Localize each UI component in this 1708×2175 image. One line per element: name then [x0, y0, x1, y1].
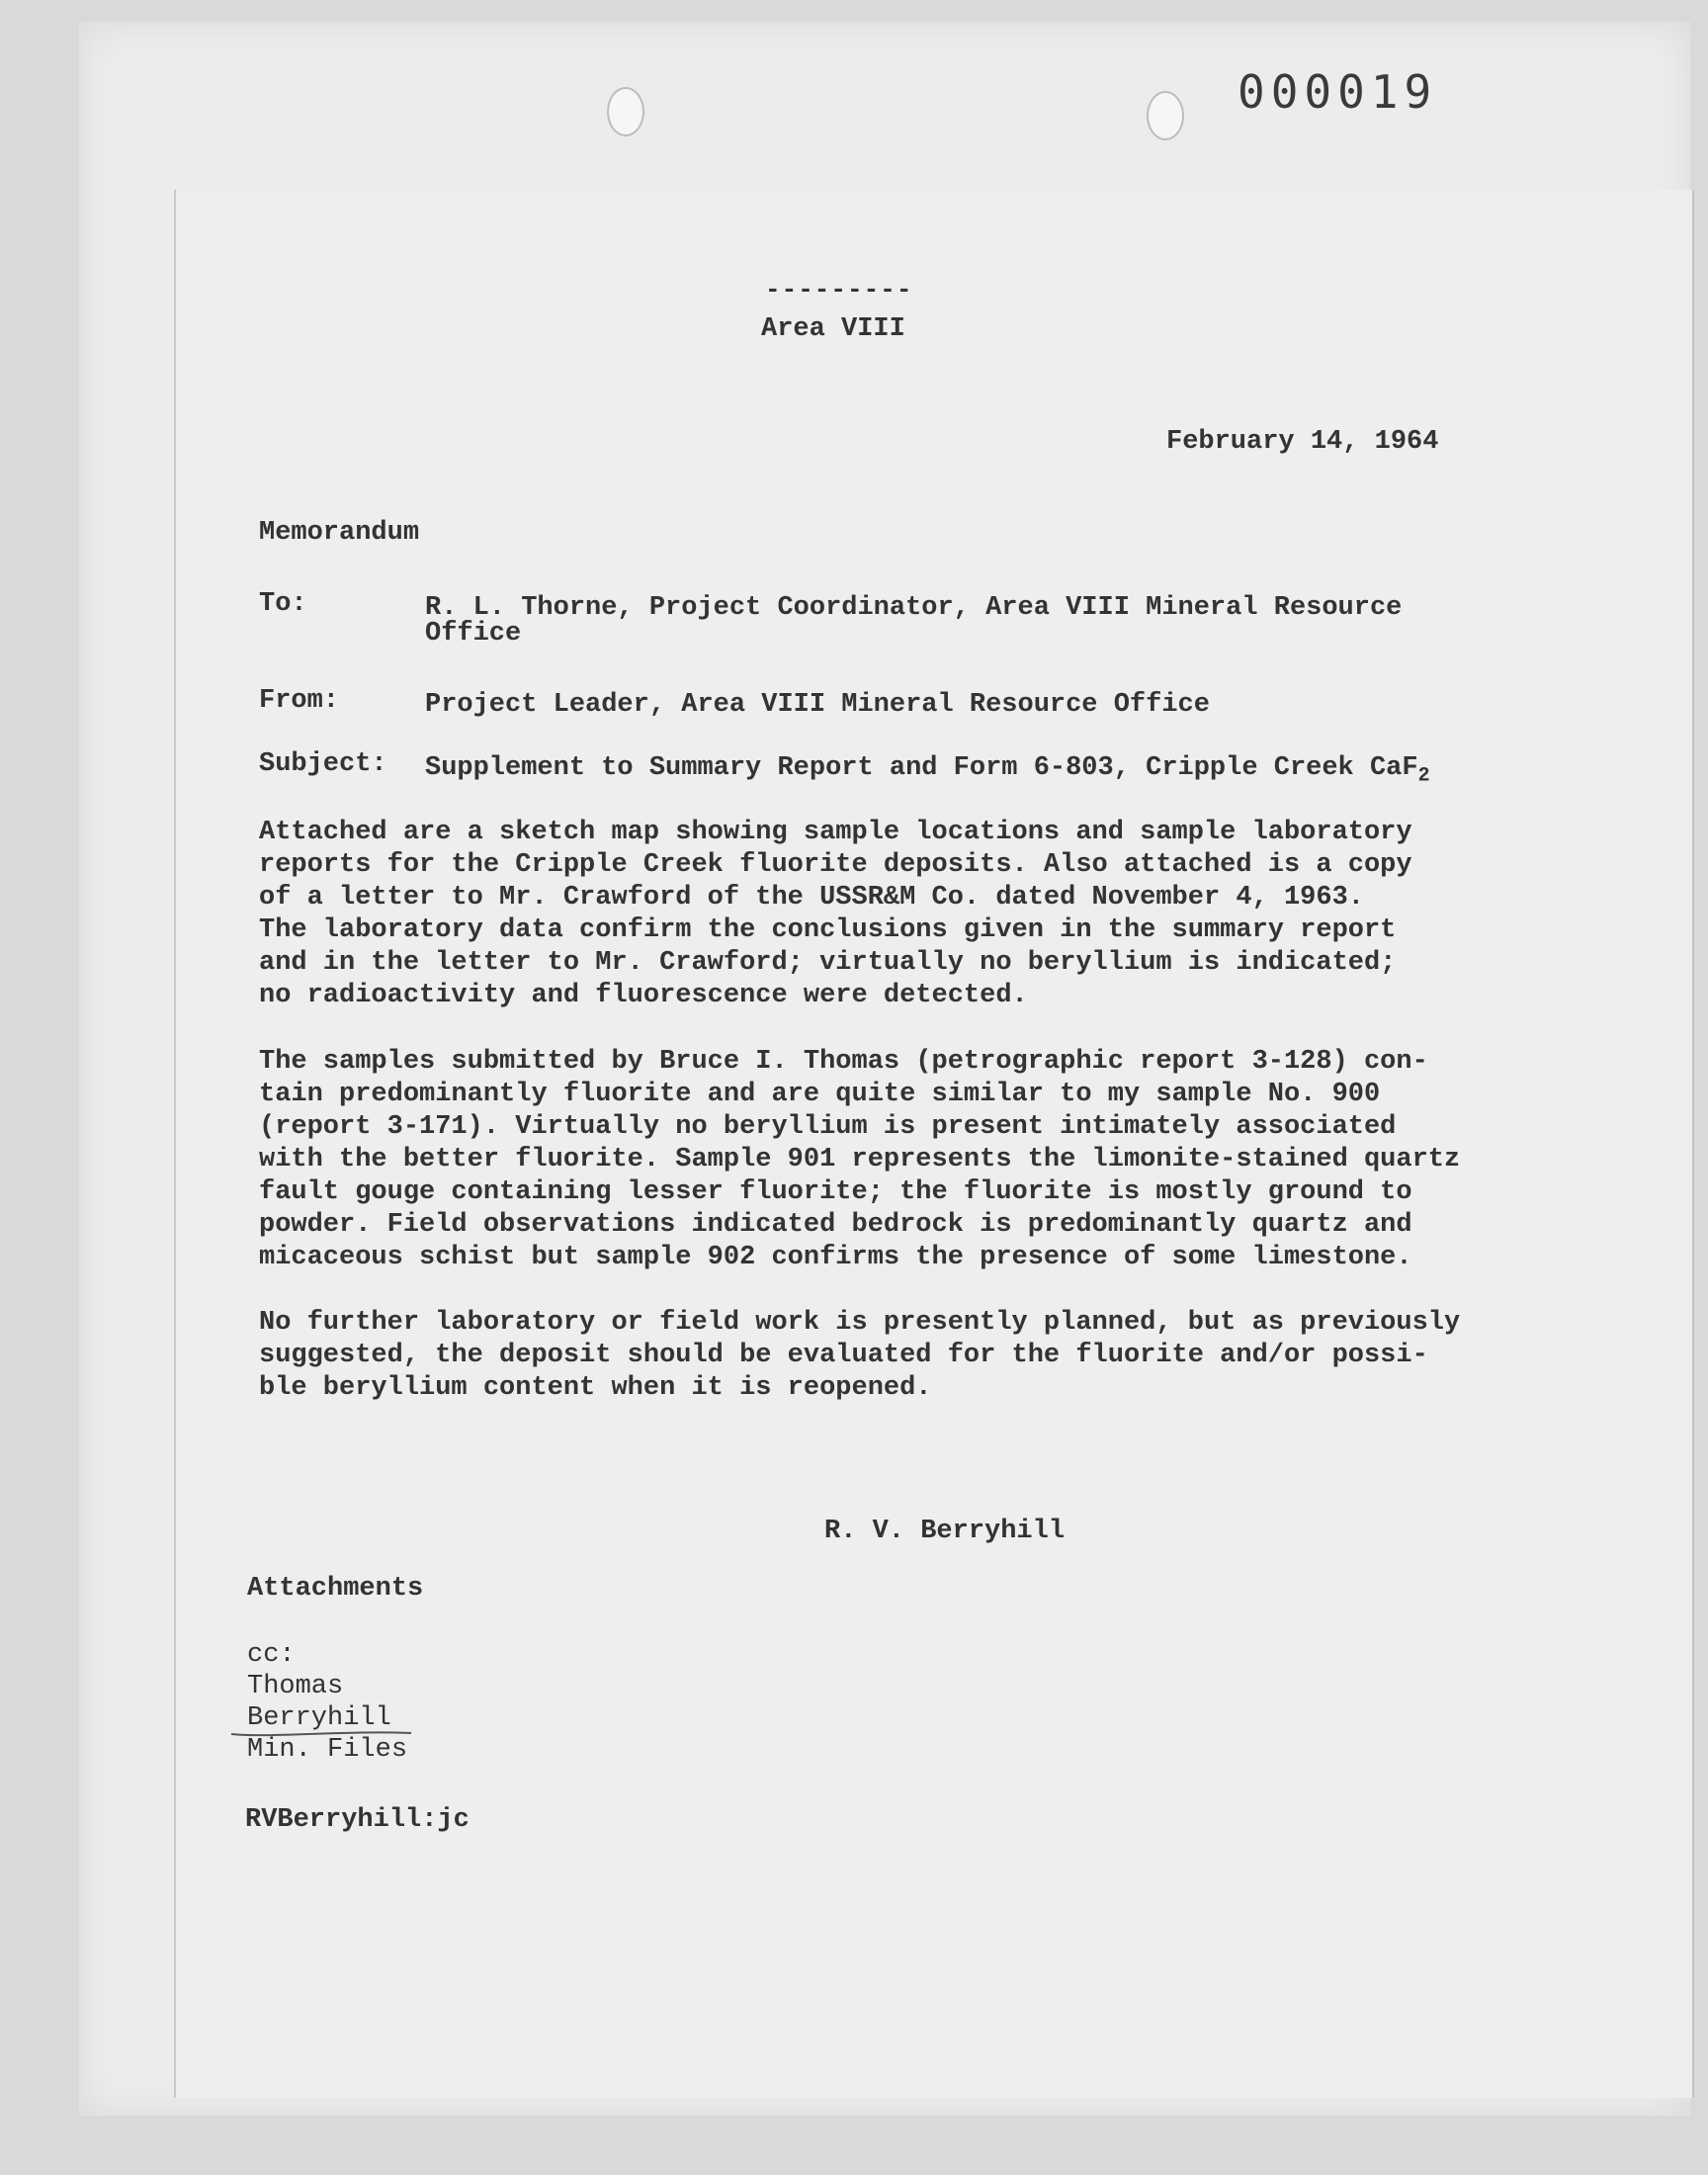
handwritten-underline — [229, 1728, 413, 1740]
typist-initials: RVBerryhill:jc — [245, 1805, 470, 1835]
to-line-2: Office — [425, 619, 522, 649]
cc-label: cc: — [247, 1640, 296, 1670]
paragraph-2: The samples submitted by Bruce I. Thomas (petrographic report 3-128) con- tain predominantly fluorite and are quite similar to my sample No. 900 (report 3-171). Virtually no beryllium is present intimately associated with the better fluorite. Sample 901 represents the limonite-stained quartz fault gouge containing lesser fluorite; the fluorite is mostly ground to powder. Field observations indicated bedrock is predominantly quartz and micaceous schist but sample 902 confirms the presence of some limestone. — [259, 1047, 1461, 1272]
memo-label: Memorandum — [259, 518, 420, 548]
punch-hole-left — [607, 87, 644, 136]
cc-name: Berryhill — [247, 1703, 391, 1733]
paragraph-1: Attached are a sketch map showing sample locations and sample laboratory reports for the Cripple Creek fluorite deposits. Also attached is a copy of a letter to Mr. Crawford of the USSR&M Co. dated November 4, 1963. The laboratory data confirm the conclusions given in the summary report and in the letter to Mr. Crawford; virtually no beryllium is indicated; no radioactivity and fluorescence were detected. — [259, 818, 1412, 1010]
document-stamp-number: 000019 — [1238, 65, 1438, 119]
subject-text: Supplement to Summary Report and Form 6-803, Cripple Creek CaF — [425, 753, 1418, 783]
subject-subscript: 2 — [1417, 764, 1430, 788]
from-value: Project Leader, Area VIII Mineral Resource Office — [425, 690, 1210, 720]
cc-name: Thomas — [247, 1672, 344, 1701]
memo-date: February 14, 1964 — [1166, 427, 1439, 457]
cc-list — [247, 1639, 407, 1766]
subject-label: Subject: — [259, 749, 387, 779]
cc-name: Min. Files — [247, 1735, 408, 1765]
header-area: Area VIII — [761, 314, 905, 344]
to-line-1: R. L. Thorne, Project Coordinator, Area VIII Mineral Resource — [425, 593, 1403, 623]
page-fold-shadow — [134, 1149, 176, 1890]
to-label: To: — [259, 589, 307, 619]
attachments-label: Attachments — [247, 1574, 424, 1604]
subject-value — [425, 753, 1430, 787]
from-label: From: — [259, 686, 340, 716]
signature-name: R. V. Berryhill — [824, 1517, 1066, 1546]
header-rule: --------- — [765, 275, 913, 304]
punch-hole-right — [1147, 91, 1184, 140]
paragraph-3: No further laboratory or field work is presently planned, but as previously suggested, the deposit should be evaluated for the fluorite and/or possi- ble beryllium content when it is reopened. — [259, 1308, 1461, 1403]
